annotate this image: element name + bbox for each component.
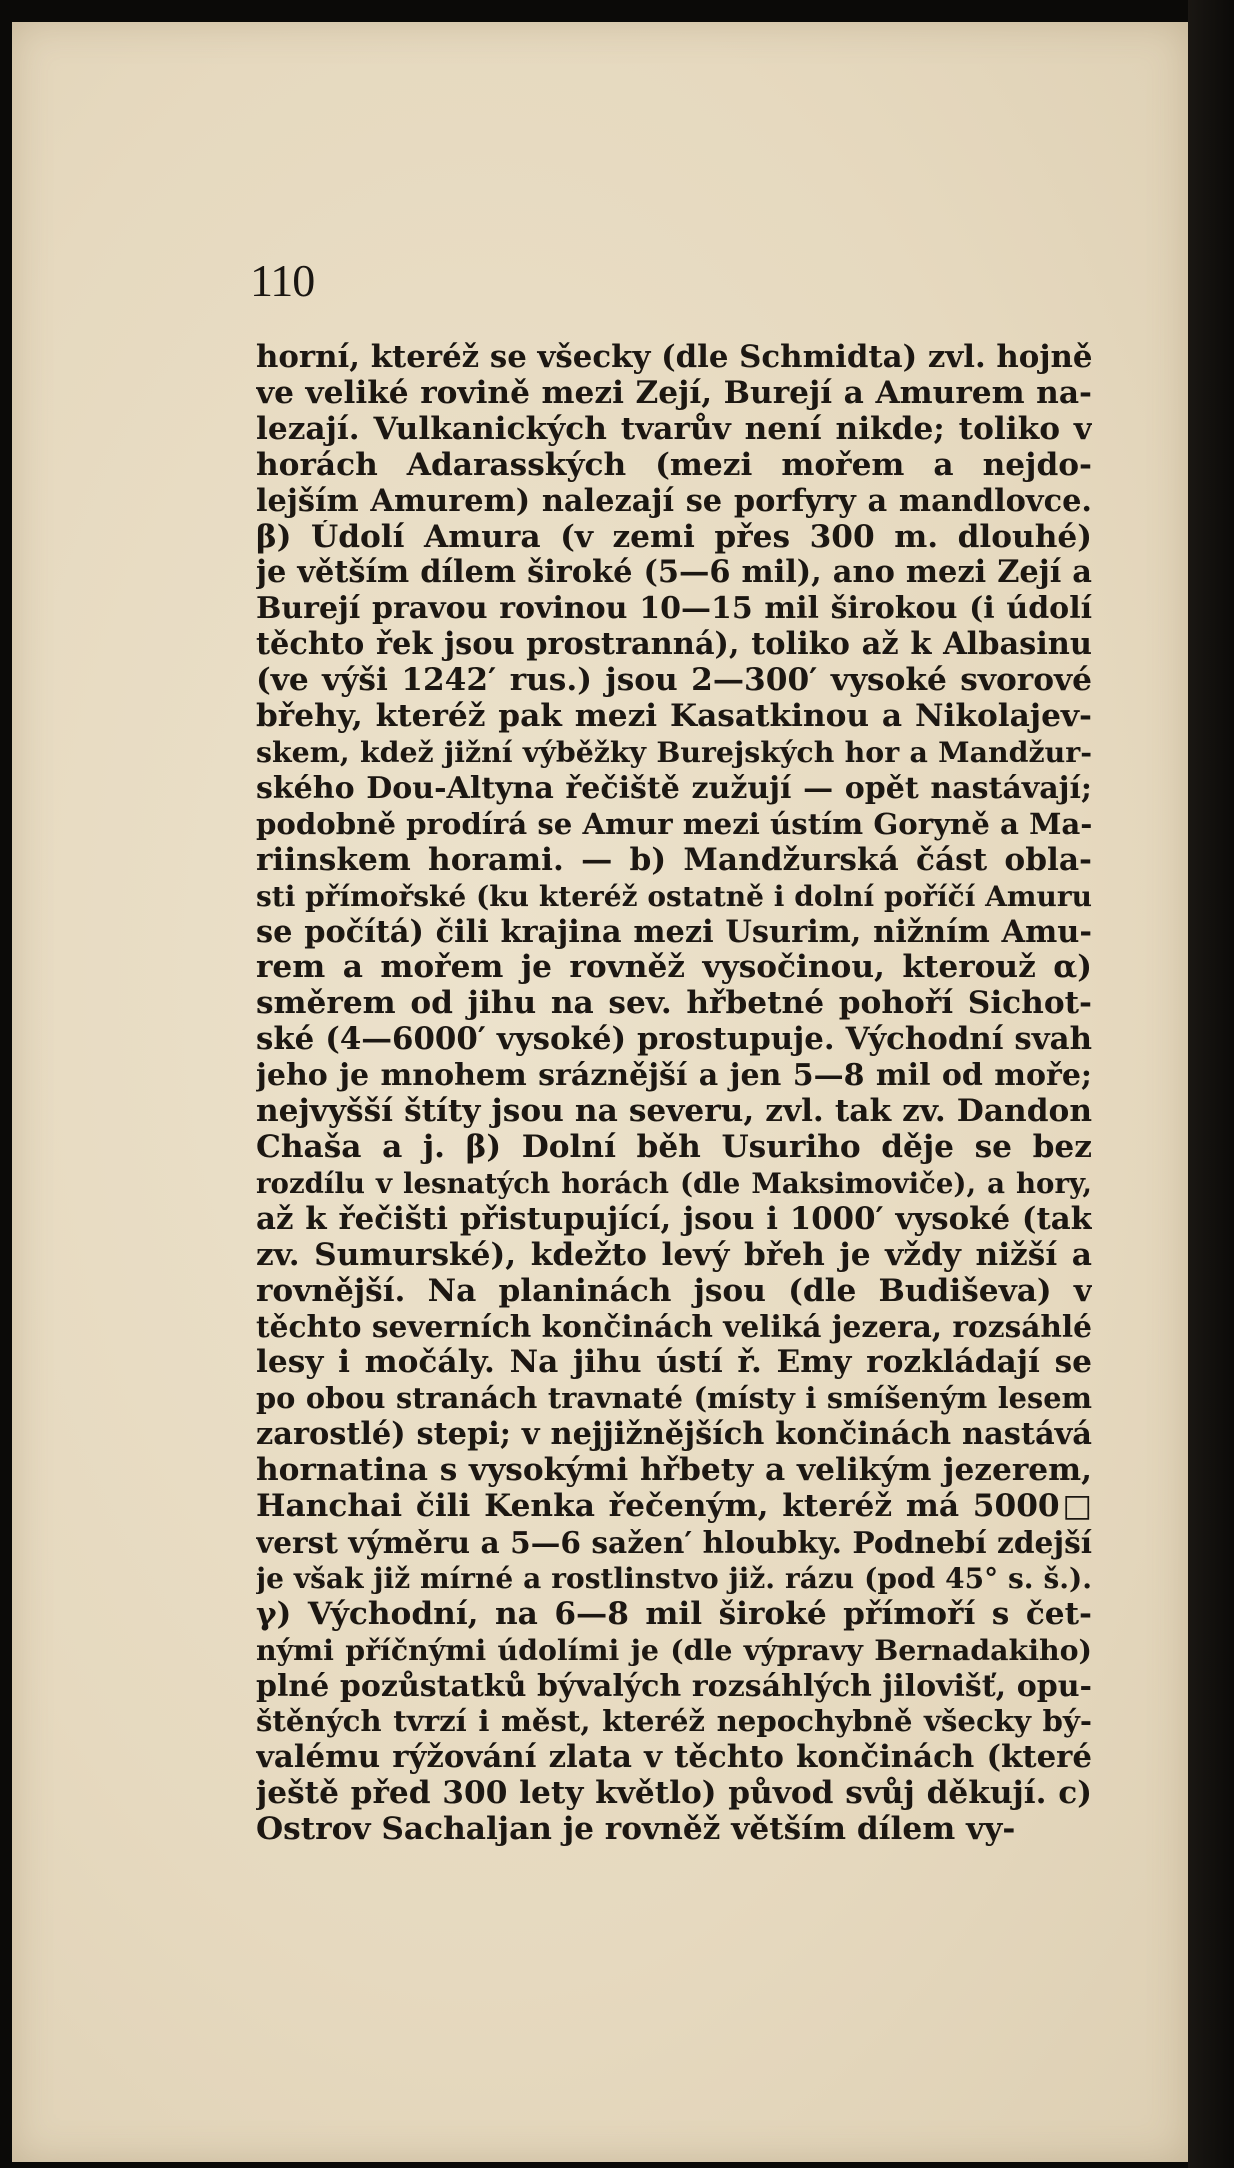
scan-edge [1188, 0, 1234, 2168]
text-line: sti přímořské (ku kteréž ostatně i dolní poříčí Amuru [256, 879, 1092, 913]
text-line: je však již mírné a rostlinstvo již. rázu (pod 45° s. š.). [256, 1561, 1092, 1595]
text-line: zarostlé) stepi; v nejjižnějších končinách nastává [256, 1417, 1092, 1453]
text-line: Ostrov Sachaljan je rovněž větším dílem vy- [256, 1812, 1016, 1848]
text-line: je větším dílem široké (5—6 mil), ano mezi Zejí a [256, 555, 1092, 591]
text-line: valému rýžování zlata v těchto končinách (které [256, 1740, 1092, 1776]
text-line: lejším Amurem) nalezají se porfyry a mandlovce. [256, 483, 1092, 519]
text-line: štěných tvrzí i měst, kteréž nepochybně všecky bý- [256, 1704, 1092, 1739]
text-line: β) Údolí Amura (v zemi přes 300 m. dlouhé) [256, 519, 1092, 555]
text-line: ve veliké rovině mezi Zejí, Burejí a Amurem na- [256, 375, 1092, 411]
text-line: podobně prodírá se Amur mezi ústím Goryně a Ma- [256, 806, 1092, 841]
text-line: rem a mořem je rovněž vysočinou, kterouž α) [256, 950, 1092, 986]
text-line: těchto řek jsou prostranná), toliko až k Albasinu [256, 627, 1092, 663]
text-line: lesy i močály. Na jihu ústí ř. Emy rozkládají se [256, 1345, 1092, 1381]
text-line: břehy, kteréž pak mezi Kasatkinou a Nikolajev- [256, 699, 1092, 735]
text-line: rozdílu v lesnatých horách (dle Maksimoviče), a hory, [256, 1166, 1092, 1200]
text-line: nejvyšší štíty jsou na severu, zvl. tak zv. Dandon [256, 1094, 1092, 1130]
text-line: γ) Východní, na 6—8 mil široké přímoří s čet- [256, 1596, 1092, 1632]
text-line: nými příčnými údolími je (dle výpravy Bernadakiho) [256, 1632, 1092, 1667]
text-line: Burejí pravou rovinou 10—15 mil širokou (i údolí [256, 591, 1092, 627]
text-line: plné pozůstatků bývalých rozsáhlých jilovišť, opu- [256, 1668, 1092, 1704]
text-line: ještě před 300 lety květlo) původ svůj děkují. c) [256, 1776, 1092, 1812]
text-line: (ve výši 1242′ rus.) jsou 2—300′ vysoké svorové [256, 663, 1092, 699]
text-line: jeho je mnohem sráznější a jen 5—8 mil od moře; [256, 1058, 1092, 1094]
text-line: ské (4—6000′ vysoké) prostupuje. Východní svah [256, 1022, 1092, 1058]
page-number: 110 [250, 255, 315, 306]
text-line: rovnější. Na planinách jsou (dle Budiševa) v [256, 1273, 1092, 1309]
text-line: verst výměru a 5—6 sažen′ hloubky. Podnebí zdejší [256, 1524, 1092, 1560]
text-line: se počítá) čili krajina mezi Usurim, nižním Amu- [256, 914, 1092, 950]
text-line: hornatina s vysokými hřbety a velikým jezerem, [256, 1453, 1092, 1489]
text-line: Hanchai čili Kenka řečeným, kteréž má 5000□ [256, 1489, 1092, 1524]
book-page [12, 22, 1188, 2162]
text-line: Chaša a j. β) Dolní běh Usuriho děje se bez [256, 1129, 1092, 1165]
text-line: horách Adarasských (mezi mořem a nejdo- [256, 447, 1092, 483]
text-line: až k řečišti přistupující, jsou i 1000′ vysoké (tak [256, 1201, 1092, 1237]
text-line: horní, kteréž se všecky (dle Schmidta) zvl. hojně [256, 340, 1092, 375]
text-line: lezají. Vulkanických tvarův není nikde; toliko v [256, 411, 1092, 447]
body-text [256, 340, 1092, 1848]
text-line: ského Dou-Altyna řečiště zužují — opět nastávají; [256, 770, 1092, 806]
text-line: směrem od jihu na sev. hřbetné pohoří Sichot- [256, 986, 1092, 1022]
text-line: zv. Sumurské), kdežto levý břeh je vždy nižší a [256, 1237, 1092, 1273]
text-line: těchto severních končinách veliká jezera, rozsáhlé [256, 1309, 1092, 1345]
text-line: skem, kdež jižní výběžky Burejských hor a Mandžur- [256, 734, 1092, 769]
text-line: riinskem horami. — b) Mandžurská část obla- [256, 842, 1092, 878]
text-line: po obou stranách travnaté (místy i smíšeným lesem [256, 1381, 1092, 1416]
